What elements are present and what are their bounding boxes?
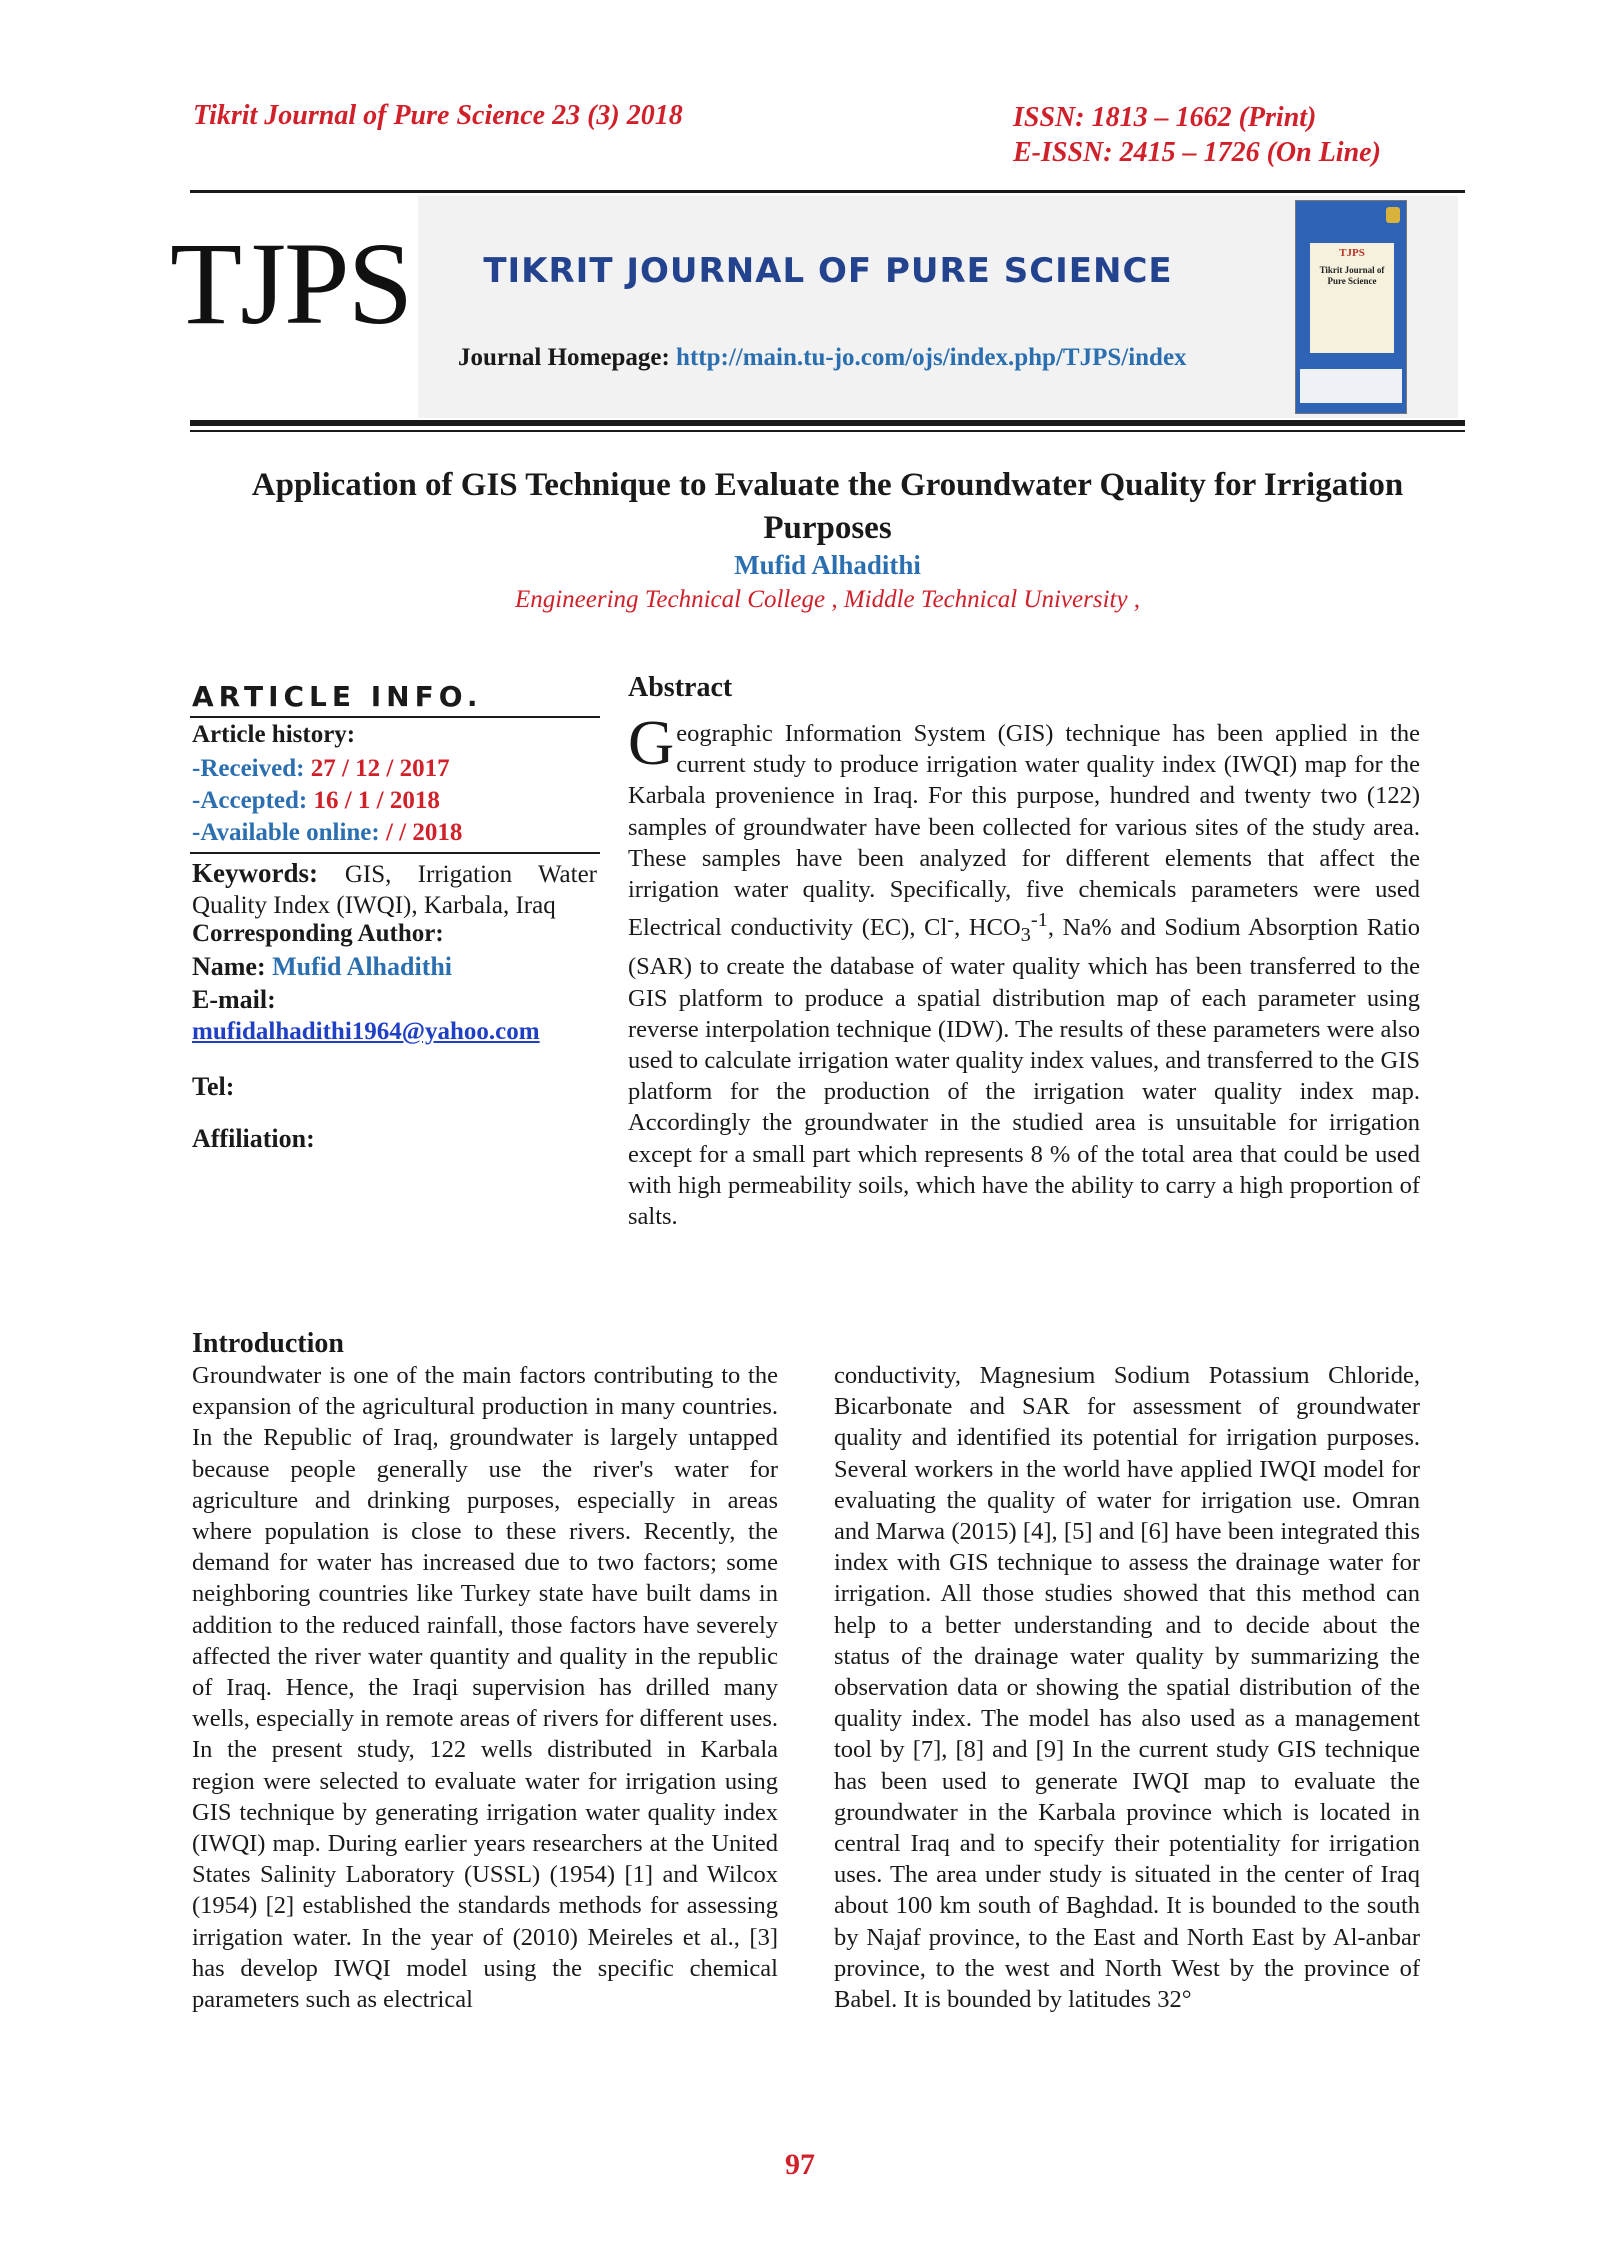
chloride-superscript: - — [947, 909, 955, 932]
journal-homepage — [458, 344, 1187, 372]
accepted-date — [192, 787, 440, 815]
online-label: -Available online: — [192, 819, 386, 846]
journal-logo: TJPS — [170, 218, 412, 349]
online-date — [192, 819, 462, 847]
homepage-label: Journal Homepage: — [458, 344, 677, 371]
cover-title: Tikrit Journal of Pure Science — [1319, 265, 1385, 286]
received-label: -Received: — [192, 755, 311, 782]
name-value: Mufid Alhadithi — [272, 952, 453, 981]
cover-abbrev: TJPS — [1339, 247, 1365, 259]
abstract-part: , HCO — [954, 914, 1021, 942]
logo-area — [170, 196, 418, 418]
journal-cover-thumbnail — [1295, 200, 1407, 414]
bicarbonate-subscript: 3 — [1020, 924, 1031, 947]
bicarbonate-superscript: -1 — [1030, 909, 1048, 932]
author-affiliation: Engineering Technical College , Middle Technical University , — [514, 586, 1141, 613]
article-info-rule — [190, 852, 600, 854]
keywords-label: Keywords: — [192, 858, 345, 888]
paper-title: Application of GIS Technique to Evaluate the Groundwater Quality for Irrigation Purposes — [251, 467, 1404, 546]
homepage-link[interactable]: http://main.tu-jo.com/ojs/index.php/TJPS/index — [676, 344, 1187, 371]
issn-print: ISSN: 1813 – 1662 (Print) — [1013, 102, 1317, 133]
introduction-column-left: Groundwater is one of the main factors contributing to the expansion of the agricultural production in many countries. In the Republic of Iraq, groundwater is largely untapped because people generally use the river's water for agriculture and drinking purposes, especially in areas where population is close to these rivers. Recently, the demand for water has increased due to two factors; some neighboring countries like Turkey state have built dams in addition to the reduced rainfall, those factors have severely affected the river water quantity and quality in the republic of Iraq. Hence, the Iraqi supervision has drilled many wells, especially in remote areas of rivers for different uses. In the present study, 122 wells distributed in Karbala region were selected to evaluate water for irrigation using GIS technique by generating irrigation water quality index (IWQI) map. During earlier years researchers at the United States Salinity Laboratory (USSL) (1954) [1] and Wilcox (1954) [2] established the standards methods for assessing irrigation water. In the year of (2010) Meireles et al., [3] has develop IWQI model using the specific chemical parameters such as electrical — [192, 1362, 778, 2014]
introduction-column-right: conductivity, Magnesium Sodium Potassium Chloride, Bicarbonate and SAR for assessment of groundwater quality and identified its potential for irrigation purposes. Several workers in the world have applied IWQI model for evaluating the quality of water for irrigation use. Omran and Marwa (2015) [4], [5] and [6] have been integrated this index with GIS technique to assess the drainage water for irrigation. All those studies showed that this method can help to a better understanding and to decide about the status of the drainage water quality by summarizing the observation data or showing the spatial distribution of the quality index. The model has also used as a management tool by [7], [8] and [9] In the current study GIS technique has been used to generate IWQI map to evaluate the groundwater in the Karbala province which is located in central Iraq and to specify their potentiality for irrigation uses. The area under study is situated in the center of Iraq about 100 km south of Baghdad. It is bounded to the south by Najaf province, to the East and North East by Al-anbar province, to the west and North West by the province of Babel. It is bounded by latitudes 32° — [834, 1362, 1420, 2014]
article-info-rule — [190, 716, 600, 718]
abstract-part: eographic Information System (GIS) technique has been applied in the current study to produce irrigation water quality index (IWQI) map for the Karbala provenience in Iraq. For this purpose, hundred and twenty two (122) samples of groundwater have been collected for various sites of the study area. These samples have been analyzed for different elements that affect the irrigation water quality. Specifically, five chemicals parameters were used Electrical conductivity (EC), Cl — [628, 720, 1420, 942]
accepted-label: -Accepted: — [192, 787, 314, 814]
accepted-value: 16 / 1 / 2018 — [313, 787, 440, 814]
online-value: / / 2018 — [385, 819, 463, 846]
banner-rule-thin — [190, 430, 1465, 432]
issn-online: E-ISSN: 2415 – 1726 (On Line) — [1013, 137, 1381, 168]
emblem-icon — [1386, 207, 1400, 223]
abstract-heading: Abstract — [628, 672, 733, 703]
corresponding-author-label: Corresponding Author: — [192, 920, 444, 947]
abstract-dropcap: G — [628, 707, 675, 778]
email-label: E-mail: — [192, 985, 276, 1014]
header-rule — [190, 190, 1465, 193]
received-value: 27 / 12 / 2017 — [310, 755, 450, 782]
introduction-heading: Introduction — [192, 1328, 344, 1359]
article-history-label: Article history: — [192, 721, 356, 748]
journal-name: TIKRIT JOURNAL OF PURE SCIENCE — [483, 251, 1173, 291]
keywords-value: GIS, Irrigation Water Quality Index (IWQI), Karbala, Iraq — [192, 861, 597, 919]
banner-rule-thick — [190, 420, 1465, 426]
article-info-heading: ARTICLE INFO. — [192, 680, 483, 713]
received-date — [192, 755, 450, 783]
abstract-text — [628, 707, 1420, 1232]
cover-footer — [1300, 369, 1402, 403]
issn-block — [1013, 100, 1381, 170]
journal-banner — [170, 196, 1465, 418]
cover-panel — [1310, 243, 1394, 353]
journal-reference: Tikrit Journal of Pure Science 23 (3) 2018 — [193, 100, 683, 131]
keywords — [192, 858, 597, 921]
affiliation-label: Affiliation: — [192, 1124, 315, 1153]
author-name: Mufid Alhadithi — [734, 550, 921, 580]
tel-label: Tel: — [192, 1072, 235, 1101]
abstract-part: , Na% and Sodium Absorption Ratio (SAR) to create the database of water quality which has been transferred to the GIS platform to produce a spatial distribution map of each parameter using reverse interpolation technique (IDW). The results of these parameters were also used to calculate irrigation water quality index values, and transferred to the GIS platform for the production of the irrigation water quality index map. Accordingly the groundwater in the studied area is unsuitable for irrigation except for a small part which represents 8 % of the total area that could be used with high permeability soils, which have the ability to carry a high proportion of salts. — [628, 914, 1420, 1231]
page-number: 97 — [785, 2148, 815, 2181]
name-label: Name: — [192, 952, 273, 981]
email-link[interactable]: mufidalhadithi1964@yahoo.com — [192, 1018, 540, 1045]
corresponding-name — [192, 952, 452, 982]
